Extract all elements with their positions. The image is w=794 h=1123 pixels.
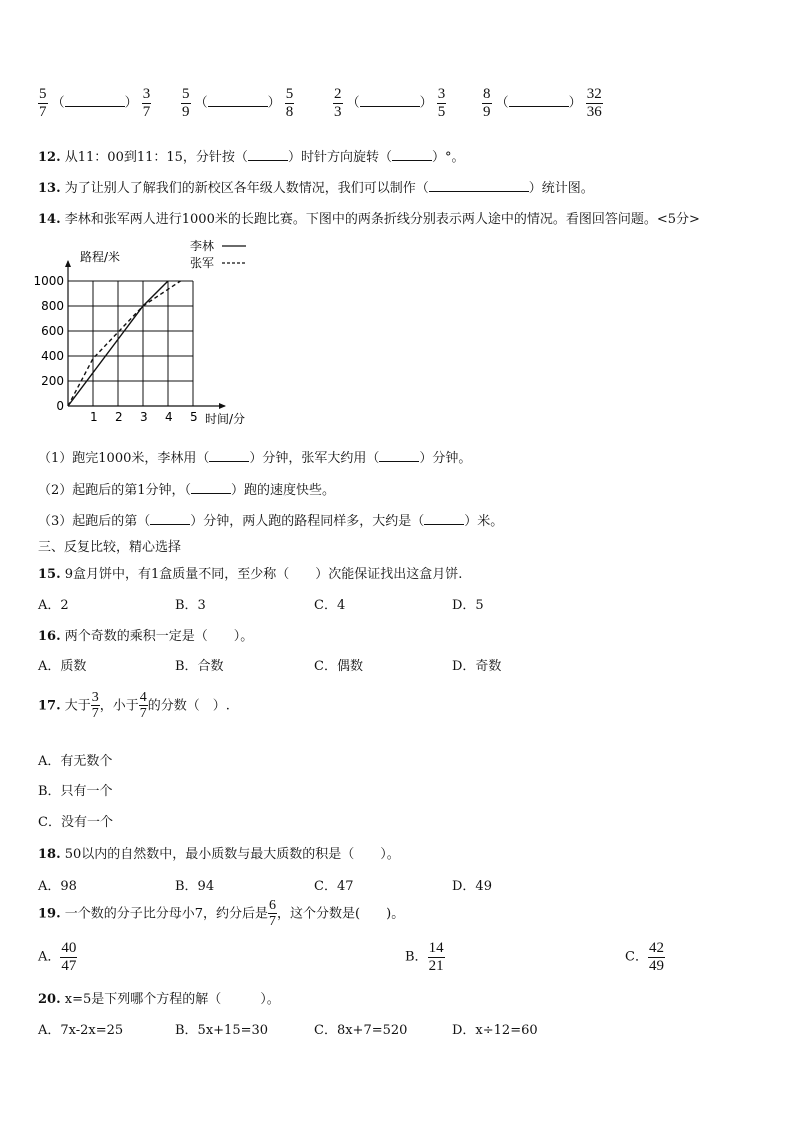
question-16 (38, 625, 253, 644)
question-text: （2）起跑后的第1分钟，（ (38, 483, 192, 498)
option-d[interactable]: D．49 (452, 879, 492, 894)
fraction (437, 86, 447, 120)
question-text: ）分钟，张军大约用（ (249, 451, 380, 466)
option-c[interactable]: C．偶数 (314, 659, 363, 674)
y-axis-label: 路程/米 (80, 250, 121, 264)
numerator: 14 (428, 940, 444, 956)
option-d[interactable]: D．x÷12=60 (452, 1023, 538, 1038)
question-number: 12. (38, 150, 61, 165)
numerator: 8 (483, 86, 491, 102)
answer-blank[interactable] (150, 512, 190, 525)
question-text: （1）跑完1000米，李林用（ (38, 451, 210, 466)
question-17 (38, 690, 230, 722)
option-a[interactable]: A．2 (38, 598, 69, 613)
question-text: 9盒月饼中，有1盒质量不同，至少称（ ）次能保证找出这盒月饼. (64, 567, 463, 582)
series-line-2 (68, 281, 181, 406)
denominator: 9 (483, 103, 491, 120)
question-18 (38, 843, 400, 862)
question-text: 一个数的分子比分母小7，约分后是 (64, 906, 269, 922)
question-number: 18. (38, 847, 61, 862)
option-a[interactable] (38, 940, 77, 974)
question-20 (38, 988, 280, 1007)
origin-label: 0 (56, 399, 64, 413)
numerator: 42 (648, 940, 664, 956)
question-text: 大于 (64, 698, 91, 714)
fraction (91, 690, 100, 722)
denominator: 3 (334, 103, 342, 120)
numerator: 5 (285, 86, 294, 102)
question-14 (38, 208, 700, 227)
numerator: 3 (91, 690, 99, 705)
numerator: 6 (269, 898, 277, 913)
x-axis-label: 时间/分 (205, 412, 246, 426)
option-b[interactable]: B．94 (175, 879, 215, 894)
answer-blank[interactable] (208, 94, 268, 107)
numerator: 2 (334, 86, 342, 102)
y-tick-label: 600 (41, 324, 64, 338)
option-a[interactable]: A．98 (38, 879, 77, 894)
x-tick-label: 1 (90, 410, 98, 424)
fraction (586, 86, 603, 120)
question-text: x=5是下列哪个方程的解（ ）。 (64, 992, 280, 1007)
fraction-compare-1: $\frac{5}{7}$ （ ） $\frac{3}{7}$ (39, 86, 151, 120)
fraction (139, 690, 148, 722)
option-a[interactable]: A．质数 (38, 659, 87, 674)
option-b[interactable]: B．3 (175, 598, 206, 613)
y-axis-arrow (65, 260, 71, 267)
denominator: 49 (648, 957, 664, 974)
question-text: 李林和张军两人进行1000米的长跑比赛。下图中的两条折线分别表示两人途中的情况。看图回答问题。<5分> (64, 212, 700, 227)
option-c[interactable]: C．8x+7=520 (314, 1023, 408, 1038)
fraction-compare-2: $\frac{5}{9}$ （ ） $\frac{5}{8}$ (182, 86, 294, 120)
question-text: 的分数（ ）. (147, 698, 230, 714)
question-15 (38, 563, 462, 582)
option-b[interactable] (405, 940, 445, 974)
option-c[interactable]: C．没有一个 (38, 815, 113, 830)
answer-blank[interactable] (209, 449, 249, 462)
fraction (38, 86, 48, 120)
numerator: 5 (39, 86, 47, 102)
denominator: 21 (428, 957, 444, 974)
question-text: ，小于 (99, 698, 139, 714)
question-text: （3）起跑后的第（ (38, 514, 151, 529)
option-b[interactable]: B．5x+15=30 (175, 1023, 269, 1038)
numerator: 3 (142, 86, 151, 102)
answer-blank[interactable] (379, 449, 419, 462)
q14-sub-2 (38, 479, 335, 498)
question-text: ）统计图。 (528, 181, 594, 196)
option-c[interactable]: C．4 (314, 598, 346, 613)
fraction-compare-3: $\frac{2}{3}$ （ ） $\frac{3}{5}$ (334, 86, 446, 120)
answer-blank[interactable] (424, 512, 464, 525)
option-b[interactable]: B．只有一个 (38, 784, 113, 799)
option-b[interactable]: B．合数 (175, 659, 224, 674)
fraction (648, 940, 665, 974)
question-12 (38, 146, 464, 165)
denominator: 47 (61, 957, 77, 974)
numerator: 32 (586, 86, 602, 102)
answer-blank[interactable] (360, 94, 420, 107)
fraction (142, 86, 152, 120)
denominator: 5 (437, 103, 446, 120)
y-tick-label: 1000 (33, 274, 64, 288)
fraction (428, 940, 445, 974)
question-text: 50以内的自然数中，最小质数与最大质数的积是（ ）。 (64, 847, 400, 862)
x-axis-arrow (219, 403, 226, 409)
answer-blank[interactable] (392, 148, 432, 161)
question-text: ，这个分数是( )。 (277, 906, 405, 922)
question-text: ）跑的速度快些。 (231, 483, 336, 498)
question-13 (38, 177, 594, 196)
option-label: B． (405, 949, 428, 965)
answer-blank[interactable] (191, 481, 231, 494)
denominator: 7 (142, 103, 151, 120)
answer-blank[interactable] (509, 94, 569, 107)
question-19 (38, 898, 404, 930)
option-c[interactable]: C．47 (314, 879, 354, 894)
question-text: ）时针方向旋转（ (287, 150, 392, 165)
line-chart (30, 236, 270, 436)
fraction-row (38, 86, 638, 130)
answer-blank[interactable] (248, 148, 288, 161)
question-number: 14. (38, 212, 61, 227)
question-number: 16. (38, 629, 61, 644)
denominator: 8 (285, 103, 294, 120)
option-label: C． (625, 949, 648, 965)
fraction (482, 86, 492, 120)
question-text: ）分钟，两人跑的路程同样多，大约是（ (190, 514, 425, 529)
option-label: A． (38, 949, 61, 965)
denominator: 36 (586, 103, 602, 120)
fraction-compare-4: $\frac{8}{9}$ （ ） $\frac{32}{36}$ (483, 86, 602, 120)
numerator: 4 (139, 690, 147, 705)
option-d[interactable]: D．5 (452, 598, 484, 613)
question-number: 15. (38, 567, 61, 582)
question-number: 13. (38, 181, 61, 196)
denominator: 7 (91, 706, 99, 722)
question-text: ）米。 (464, 514, 504, 529)
answer-blank[interactable] (65, 94, 125, 107)
question-number: 20. (38, 992, 61, 1007)
answer-blank[interactable] (429, 179, 529, 192)
question-text: ）°。 (431, 150, 465, 165)
option-a[interactable]: A．有无数个 (38, 754, 113, 769)
x-tick-label: 5 (190, 410, 198, 424)
question-text: 为了让别人了解我们的新校区各年级人数情况，我们可以制作（ (64, 181, 429, 196)
numerator: 3 (437, 86, 446, 102)
section-header: 三、反复比较，精心选择 (38, 540, 182, 555)
numerator: 5 (182, 86, 190, 102)
numerator: 40 (61, 940, 77, 956)
denominator: 7 (269, 914, 277, 930)
x-tick-label: 3 (140, 410, 148, 424)
fraction (285, 86, 295, 120)
legend-label: 张军 (190, 256, 215, 270)
option-a[interactable]: A．7x-2x=25 (38, 1023, 124, 1038)
fraction (268, 898, 277, 930)
option-d[interactable]: D．奇数 (452, 659, 502, 674)
q14-sub-3 (38, 510, 503, 529)
fraction (333, 86, 343, 120)
denominator: 9 (182, 103, 190, 120)
option-c[interactable] (625, 940, 665, 974)
q14-sub-1 (38, 447, 471, 466)
y-tick-label: 400 (41, 349, 64, 363)
fraction (181, 86, 191, 120)
y-tick-label: 800 (41, 299, 64, 313)
question-number: 17. (38, 698, 61, 714)
question-text: ）分钟。 (419, 451, 472, 466)
denominator: 7 (39, 103, 47, 120)
question-text: 两个奇数的乘积一定是（ ）。 (64, 629, 254, 644)
fraction (60, 940, 77, 974)
x-tick-label: 4 (165, 410, 173, 424)
x-tick-label: 2 (115, 410, 123, 424)
question-number: 19. (38, 906, 61, 922)
y-tick-label: 200 (41, 374, 64, 388)
question-text: 从11：00到11：15，分针按（ (64, 150, 248, 165)
legend-label: 李林 (190, 239, 215, 253)
denominator: 7 (139, 706, 147, 722)
